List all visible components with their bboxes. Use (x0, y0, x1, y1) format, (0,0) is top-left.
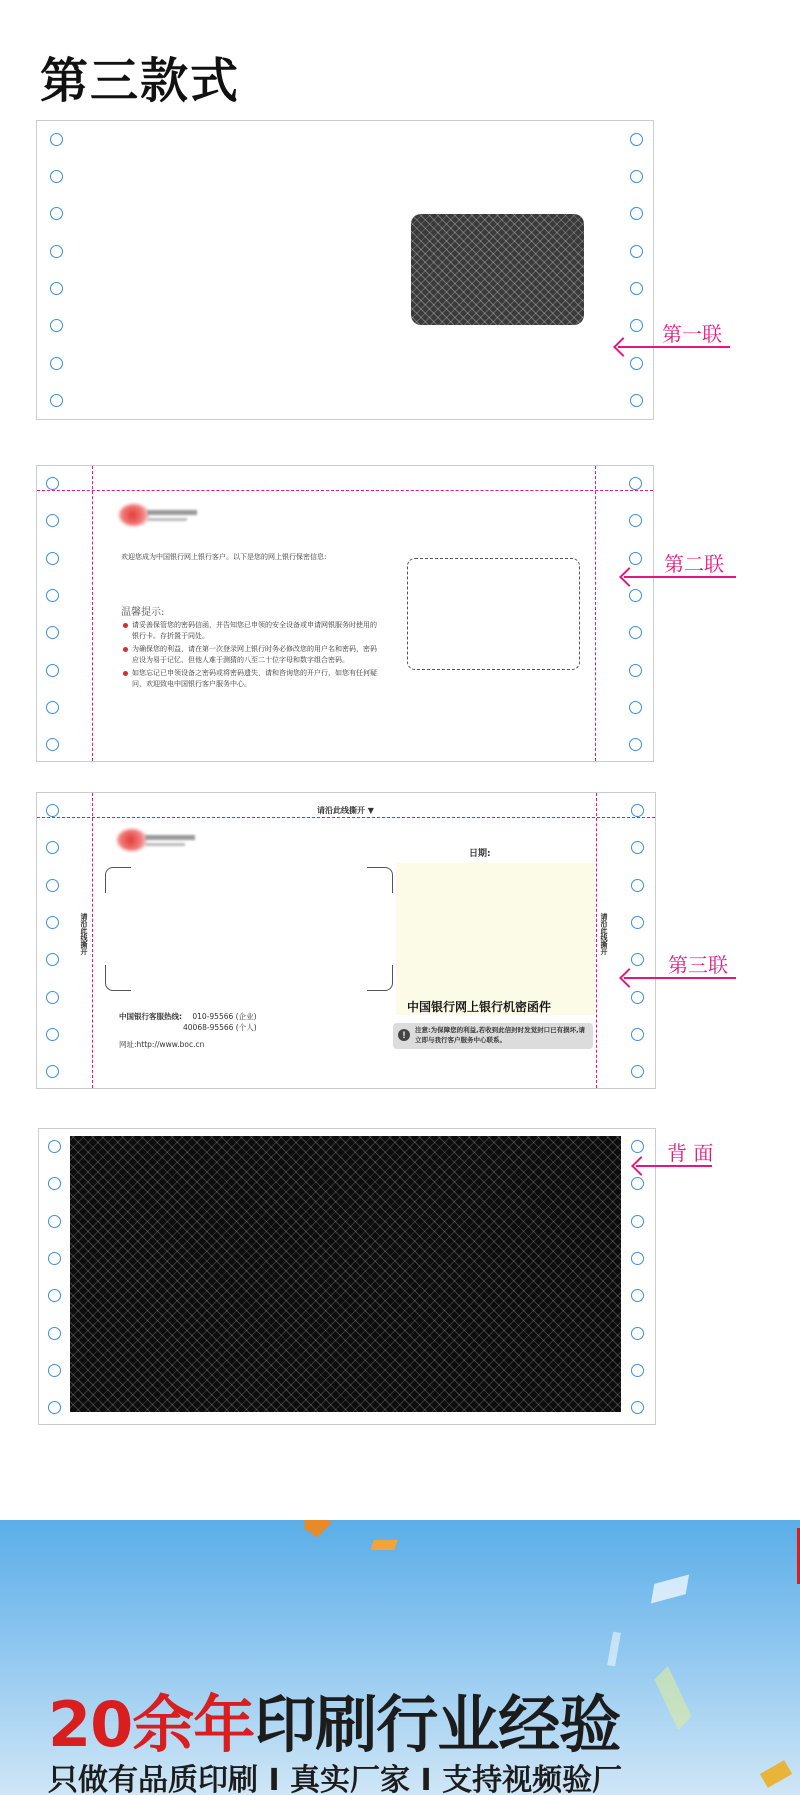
tractor-hole (50, 207, 63, 220)
tear-top-text: 请沿此线撕开 (317, 806, 365, 815)
copy-second-arrow (624, 576, 736, 578)
tractor-hole (631, 1327, 644, 1340)
confetti-piece (607, 1632, 621, 1667)
left-holes (43, 793, 63, 1088)
left-holes (43, 466, 63, 761)
tractor-hole (48, 1364, 61, 1377)
greeting-text: 欢迎您成为中国银行网上银行客户。以下是您的网上银行保密信息: (121, 553, 327, 561)
tractor-hole (50, 282, 63, 295)
perforation-line-left (92, 793, 93, 1088)
tear-line-label-right: 请沿此线撕开 (600, 913, 608, 955)
banner-subline: 只做有品质印刷 I 真实厂家 I 支持视频验厂 (48, 1763, 623, 1795)
tractor-hole (48, 1327, 61, 1340)
copy-third-label: 第三联 (668, 953, 728, 977)
confetti-piece (370, 1540, 398, 1550)
perforation-line-top (37, 817, 655, 818)
tractor-hole (631, 841, 644, 854)
tractor-hole (629, 514, 642, 527)
confetti-piece (297, 1520, 332, 1541)
copy-first-panel (36, 120, 654, 420)
right-holes (628, 793, 648, 1088)
confetti-piece (651, 1575, 689, 1604)
tractor-hole (50, 394, 63, 407)
tractor-hole (46, 552, 59, 565)
website-text: 网址:http://www.boc.cn (119, 1040, 205, 1049)
tractor-hole (46, 626, 59, 639)
tractor-hole (48, 1401, 61, 1414)
tractor-hole (631, 916, 644, 929)
hotline-info (119, 1011, 299, 1033)
tractor-hole (631, 991, 644, 1004)
tractor-hole (50, 357, 63, 370)
confetti-piece (654, 1666, 691, 1730)
tips-list (123, 620, 383, 690)
tractor-hole (50, 245, 63, 258)
hotline-row (119, 1011, 299, 1022)
tractor-hole (631, 1401, 644, 1414)
tractor-hole (46, 664, 59, 677)
tear-line-label-top: 请沿此线撕开 ▼ (317, 806, 374, 815)
perforation-line-left (92, 466, 93, 761)
tractor-hole (50, 319, 63, 332)
copy-second-panel (36, 465, 654, 762)
tips-title: 温馨提示: (121, 607, 165, 618)
tractor-hole (46, 477, 59, 490)
notice-box (393, 1023, 593, 1049)
tractor-hole (629, 589, 642, 602)
tractor-hole (630, 357, 643, 370)
tractor-hole (629, 738, 642, 751)
window-corner-tl (105, 867, 131, 893)
confetti-piece (760, 1760, 792, 1788)
tractor-hole (631, 953, 644, 966)
tractor-hole (630, 207, 643, 220)
tractor-hole (48, 1140, 61, 1153)
perforation-line-right (595, 466, 596, 761)
date-label: 日期: (469, 849, 491, 859)
tractor-hole (631, 804, 644, 817)
scratch-security-block (411, 214, 584, 325)
copy-second-label: 第二联 (664, 552, 724, 576)
left-holes (47, 121, 67, 419)
tractor-hole (631, 879, 644, 892)
right-holes (627, 121, 647, 419)
hotline-personal: 40068-95566 (个人) (183, 1023, 257, 1032)
tractor-hole (629, 664, 642, 677)
tractor-hole (631, 1177, 644, 1190)
tractor-hole (631, 1028, 644, 1041)
hotline-label: 中国银行客服热线: (119, 1012, 182, 1021)
tractor-hole (46, 953, 59, 966)
tractor-hole (46, 804, 59, 817)
tractor-hole (46, 991, 59, 1004)
tractor-hole (46, 916, 59, 929)
tractor-hole (46, 589, 59, 602)
left-holes (45, 1129, 65, 1424)
tractor-hole (48, 1215, 61, 1228)
copy-first-arrow (618, 346, 730, 348)
tractor-hole (46, 879, 59, 892)
hotline-corp: 010-95566 (企业) (192, 1012, 257, 1021)
tractor-hole (629, 477, 642, 490)
tractor-hole (629, 552, 642, 565)
bank-logo (119, 504, 199, 526)
back-security-pattern (70, 1136, 621, 1412)
tractor-hole (631, 1140, 644, 1153)
perforation-line-top (37, 490, 653, 491)
tip-item: 请妥善保管您的密码信函，并告知您已申领的安全设备或申请网银服务时使用的银行卡。存折置于同处。 (123, 620, 383, 642)
tractor-hole (630, 319, 643, 332)
tractor-hole (630, 245, 643, 258)
window-corner-tr (367, 867, 393, 893)
tractor-hole (631, 1215, 644, 1228)
banner-headline (48, 1675, 620, 1764)
back-side-arrow (636, 1165, 712, 1167)
copy-first-label: 第一联 (662, 322, 722, 346)
tractor-hole (48, 1289, 61, 1302)
tractor-hole (48, 1177, 61, 1190)
warning-icon: ! (398, 1029, 410, 1041)
tractor-hole (50, 133, 63, 146)
copy-third-panel (36, 792, 656, 1089)
tractor-hole (629, 701, 642, 714)
tractor-hole (46, 514, 59, 527)
sealed-area (396, 863, 595, 1015)
copy-third-arrow (624, 977, 736, 979)
tractor-hole (46, 738, 59, 751)
tractor-hole (631, 1252, 644, 1265)
bank-logo (117, 829, 197, 851)
tractor-hole (48, 1252, 61, 1265)
tip-item: 为确保您的利益，请在第一次登录网上银行时务必修改您的用户名和密码，密码应设为易于记忆、但他人难于测猜的八至二十位字母和数字组合密码。 (123, 644, 383, 666)
tractor-hole (630, 282, 643, 295)
sealed-title: 中国银行网上银行机密函件 (407, 1000, 552, 1014)
tractor-hole (46, 841, 59, 854)
headline-experience: 印刷行业经验 (254, 1688, 621, 1761)
tractor-hole (50, 170, 63, 183)
promo-banner (0, 1520, 800, 1795)
tractor-hole (46, 701, 59, 714)
back-side-label: 背 面 (667, 1141, 714, 1165)
tractor-hole (631, 1289, 644, 1302)
tear-line-label-left: 请沿此线撕开 (80, 913, 88, 955)
tractor-hole (630, 133, 643, 146)
tractor-hole (46, 1028, 59, 1041)
notice-text: 注意:为保障您的利益,若收到此信封时发觉封口已有损坏,请立即与我行客户服务中心联系。 (415, 1026, 586, 1044)
tractor-hole (630, 394, 643, 407)
perforation-line-right (596, 793, 597, 1088)
page-title: 第三款式 (40, 53, 241, 109)
back-side-panel (38, 1128, 656, 1425)
tractor-hole (631, 1364, 644, 1377)
right-holes (626, 466, 646, 761)
tractor-hole (630, 170, 643, 183)
tractor-hole (629, 626, 642, 639)
password-window (407, 558, 580, 670)
tractor-hole (631, 1065, 644, 1078)
headline-years: 20余年 (48, 1688, 255, 1761)
tractor-hole (46, 1065, 59, 1078)
window-corner-br (367, 965, 393, 991)
tip-item: 如您忘记已申领设备之密码或将密码遗失，请和咨询您的开户行，如您有任何疑问，欢迎致电中国银行客户服务中心。 (123, 668, 383, 690)
window-corner-bl (105, 965, 131, 991)
